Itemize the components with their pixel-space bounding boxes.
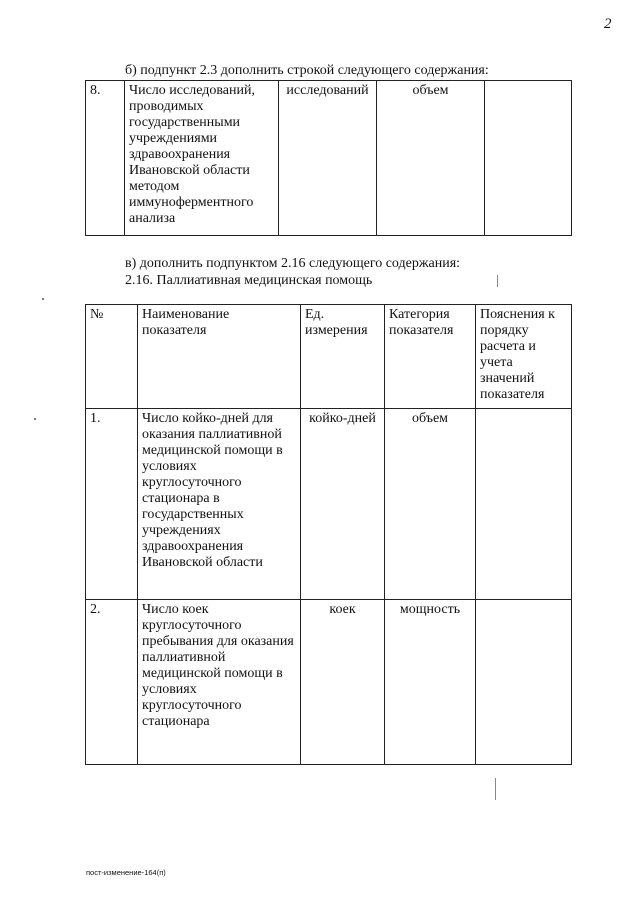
table-row — [86, 409, 572, 600]
unit-cell: койко-дней — [301, 409, 385, 600]
header-category: Категория показателя — [385, 305, 476, 409]
row-number: 8. — [86, 81, 125, 236]
header-notes: Пояснения к порядку расчета и учета значений показателя — [476, 305, 572, 409]
row-number: 2. — [86, 600, 138, 765]
section-c-intro: в) дополнить подпунктом 2.16 следующего содержания: — [125, 256, 461, 271]
header-row — [86, 305, 572, 409]
footer-code: пост-изменение-164(п) — [86, 868, 166, 877]
page-number: 2 — [604, 16, 612, 32]
notes-cell — [485, 81, 572, 236]
indicator-name: Число койко-дней для оказания паллиативной медицинской помощи в условиях круглосуточного стационара в государственных учреждениях здравоохранения Ивановской области — [138, 409, 301, 600]
indicator-name: Число коек круглосуточного пребывания для оказания паллиативной медицинской помощи в условиях круглосуточного стационара — [138, 600, 301, 765]
table-b — [85, 80, 572, 236]
section-b-intro: б) подпункт 2.3 дополнить строкой следующего содержания: — [125, 63, 489, 78]
category-cell: объем — [377, 81, 485, 236]
row-number: 1. — [86, 409, 138, 600]
unit-cell: исследований — [279, 81, 377, 236]
table-c — [85, 304, 572, 765]
scan-speck — [34, 418, 36, 420]
scan-mark — [497, 275, 498, 287]
section-c-subtitle: 2.16. Паллиативная медицинская помощь — [125, 273, 373, 288]
indicator-name: Число исследований, проводимых государственными учреждениями здравоохранения Ивановской области методом иммуноферментного анализа — [125, 81, 279, 236]
category-cell: мощность — [385, 600, 476, 765]
header-name: Наименование показателя — [138, 305, 301, 409]
table-row — [86, 81, 572, 236]
table-row — [86, 600, 572, 765]
header-unit: Ед. измерения — [301, 305, 385, 409]
category-cell: объем — [385, 409, 476, 600]
notes-cell — [476, 600, 572, 765]
scan-mark — [495, 778, 496, 800]
header-num: № — [86, 305, 138, 409]
unit-cell: коек — [301, 600, 385, 765]
notes-cell — [476, 409, 572, 600]
scan-speck — [42, 298, 44, 300]
